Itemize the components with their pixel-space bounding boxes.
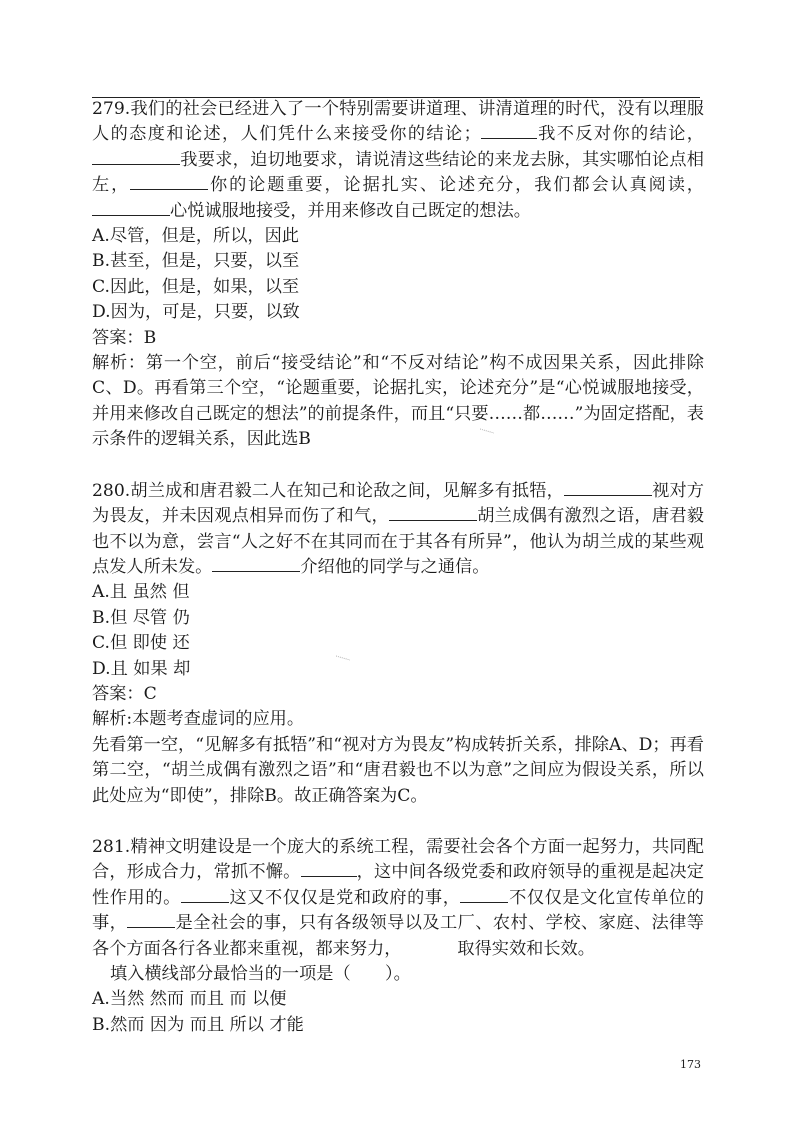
scan-artifact-mark [336,655,350,661]
answer: 答案：B [92,327,157,348]
option-a: A.尽管，但是，所以，因此 [92,226,299,247]
option-c: C.因此，但是，如果，以至 [92,276,300,297]
fill-blank [92,199,170,216]
option-d: D.因为，可是，只要，以致 [92,302,300,323]
fill-blank [130,173,208,190]
question-stem: 281.精神文明建设是一个庞大的系统工程，需要社会各个方面一起努力，共同配合，形成合力，常抓不懈。 ，这中间各级党委和政府领导的重视是起决定性作用的。 这又不仅仅是党和政府的事， 不仅仅是文化宣传单位的事， 是全社会的事，只有各级领导以及工厂、农村、学校、家庭、法律等各个方面各行各业都来重视，都来努力， 取得实效和长效。 [92,836,704,959]
option-b: B.甚至，但是，只要，以至 [92,251,300,272]
option-b: B.但 尽管 仍 [92,607,190,628]
fill-blank [401,938,457,954]
analysis: 解析：第一个空，前后“接受结论”和“不反对结论”构不成因果关系，因此排除C、D。再看第三个空，“论题重要，论据扎实，论述充分”是“心悦诚服地接受，并用来修改自己既定的想法”的前提条件，而且“只要……都……”为固定搭配，表示条件的逻辑关系，因此选B [92,353,704,450]
fill-blank [181,886,229,903]
question-280 [92,479,704,809]
analysis: 先看第一空，“见解多有抵牾”和“视对方为畏友”构成转折关系，排除A、D；再看第二空，“胡兰成偶有激烈之语”和“唐君毅也不以为意”之间应为假设关系，所以此处应为“即使”，排除B。故正确答案为C。 [92,734,704,806]
answer: 答案：C [92,683,157,704]
fill-blank [481,122,537,139]
fill-blank [92,148,180,165]
question-stem: 279.我们的社会已经进入了一个特别需要讲道理、讲清道理的时代，没有以理服人的态度和论述，人们凭什么来接受你的结论； 我不反对你的结论，我要求，迫切地要求，请说清这些结论的来龙去脉，其实哪怕论点相左， 你的论题重要，论据扎实、论述充分，我们都会认真阅读，心悦诚服地接受，并用来修改自己既定的想法。 [92,99,704,221]
scan-artifact-mark [480,428,494,434]
fill-blank [564,479,652,496]
fill-blank [301,860,357,877]
page-content [92,97,704,1038]
option-c: C.但 即使 还 [92,633,190,654]
page-number: 173 [680,1058,701,1071]
option-a: A.且 虽然 但 [92,582,190,603]
analysis-intro: 解析:本题考查虚词的应用。 [92,709,305,730]
option-a: A.当然 然而 而且 而 以便 [92,989,287,1010]
fill-blank [389,504,477,521]
question-stem: 280.胡兰成和唐君毅二人在知己和论敌之间，见解多有抵牾， 视对方为畏友，并未因观点相异而伤了和气， 胡兰成偶有激烈之语，唐君毅也不以为意，尝言“人之好不在其同而在于其各有所异”，他认为胡兰成的某些观点发人所未发。 介绍他的同学与之通信。 [92,480,704,577]
question-prompt: 填入横线部分最恰当的一项是（ ）。 [110,964,411,984]
option-d: D.且 如果 却 [92,658,191,679]
question-281 [92,835,704,1038]
fill-blank [460,886,508,903]
fill-blank [127,911,175,928]
question-279 [92,97,704,453]
fill-blank [212,555,300,572]
option-b: B.然而 因为 而且 所以 才能 [92,1014,304,1035]
